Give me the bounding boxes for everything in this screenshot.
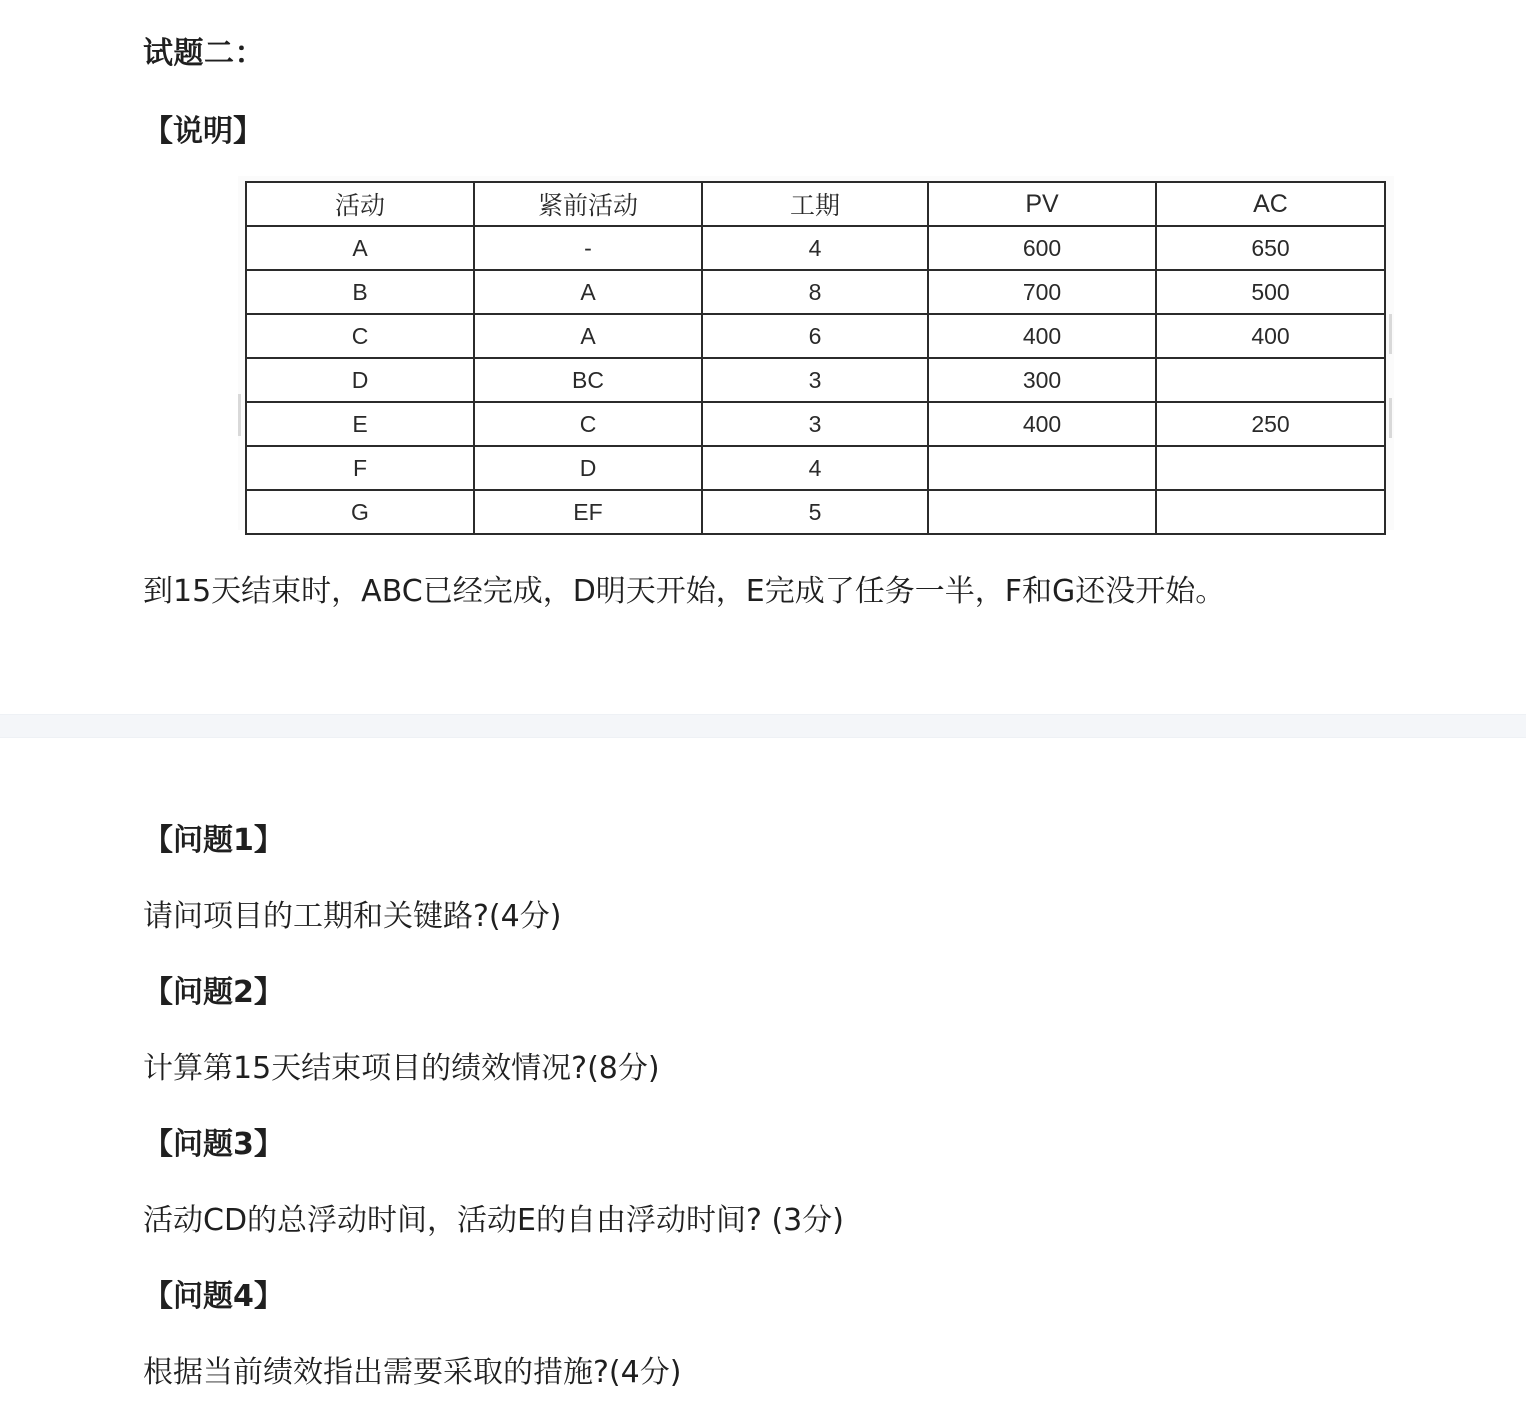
cell-duration: 3 <box>702 358 928 402</box>
header-predecessor: 紧前活动 <box>474 182 702 226</box>
activity-table <box>245 181 1386 535</box>
description-heading: 【说明】 <box>143 114 263 149</box>
cell-pv: 300 <box>928 358 1156 402</box>
cell-activity: A <box>246 226 474 270</box>
cell-duration: 4 <box>702 226 928 270</box>
cell-predecessor: D <box>474 446 702 490</box>
table-header-row <box>246 182 1385 226</box>
header-duration: 工期 <box>702 182 928 226</box>
cell-activity: C <box>246 314 474 358</box>
question-2-heading: 【问题2】 <box>143 975 284 1010</box>
cell-pv: 600 <box>928 226 1156 270</box>
question-1-text: 请问项目的工期和关键路?(4分) <box>143 899 562 934</box>
cell-activity: G <box>246 490 474 534</box>
cell-pv <box>928 490 1156 534</box>
cell-activity: F <box>246 446 474 490</box>
cell-duration: 6 <box>702 314 928 358</box>
cell-ac: 400 <box>1156 314 1385 358</box>
cell-activity: D <box>246 358 474 402</box>
table-row <box>246 226 1385 270</box>
table-row <box>246 270 1385 314</box>
cell-activity: E <box>246 402 474 446</box>
cell-predecessor: BC <box>474 358 702 402</box>
cell-ac <box>1156 490 1385 534</box>
edge-mark <box>1389 314 1392 354</box>
edge-mark <box>1389 398 1392 438</box>
table-row <box>246 402 1385 446</box>
table-row <box>246 358 1385 402</box>
cell-pv: 400 <box>928 314 1156 358</box>
header-pv: PV <box>928 182 1156 226</box>
section-divider <box>0 714 1526 738</box>
question-2-text: 计算第15天结束项目的绩效情况?(8分) <box>143 1051 660 1086</box>
cell-duration: 4 <box>702 446 928 490</box>
header-activity: 活动 <box>246 182 474 226</box>
cell-ac: 500 <box>1156 270 1385 314</box>
page-title: 试题二： <box>143 36 265 71</box>
question-4-text: 根据当前绩效指出需要采取的措施?(4分) <box>143 1355 682 1390</box>
cell-predecessor: A <box>474 314 702 358</box>
cell-predecessor: A <box>474 270 702 314</box>
cell-pv: 700 <box>928 270 1156 314</box>
cell-pv <box>928 446 1156 490</box>
cell-predecessor: EF <box>474 490 702 534</box>
question-3-heading: 【问题3】 <box>143 1127 284 1162</box>
cell-duration: 3 <box>702 402 928 446</box>
cell-ac: 250 <box>1156 402 1385 446</box>
edge-mark <box>238 394 241 436</box>
question-4-heading: 【问题4】 <box>143 1279 284 1314</box>
cell-pv: 400 <box>928 402 1156 446</box>
header-ac: AC <box>1156 182 1385 226</box>
cell-ac: 650 <box>1156 226 1385 270</box>
cell-activity: B <box>246 270 474 314</box>
table-row <box>246 314 1385 358</box>
cell-duration: 8 <box>702 270 928 314</box>
cell-ac <box>1156 358 1385 402</box>
activity-table-image <box>238 176 1394 530</box>
table-row <box>246 490 1385 534</box>
cell-predecessor: - <box>474 226 702 270</box>
status-text: 到15天结束时，ABC已经完成，D明天开始，E完成了任务一半，F和G还没开始。 <box>143 574 1226 609</box>
cell-duration: 5 <box>702 490 928 534</box>
question-3-text: 活动CD的总浮动时间，活动E的自由浮动时间? (3分) <box>143 1203 844 1238</box>
cell-ac <box>1156 446 1385 490</box>
table-row <box>246 446 1385 490</box>
question-1-heading: 【问题1】 <box>143 823 284 858</box>
cell-predecessor: C <box>474 402 702 446</box>
